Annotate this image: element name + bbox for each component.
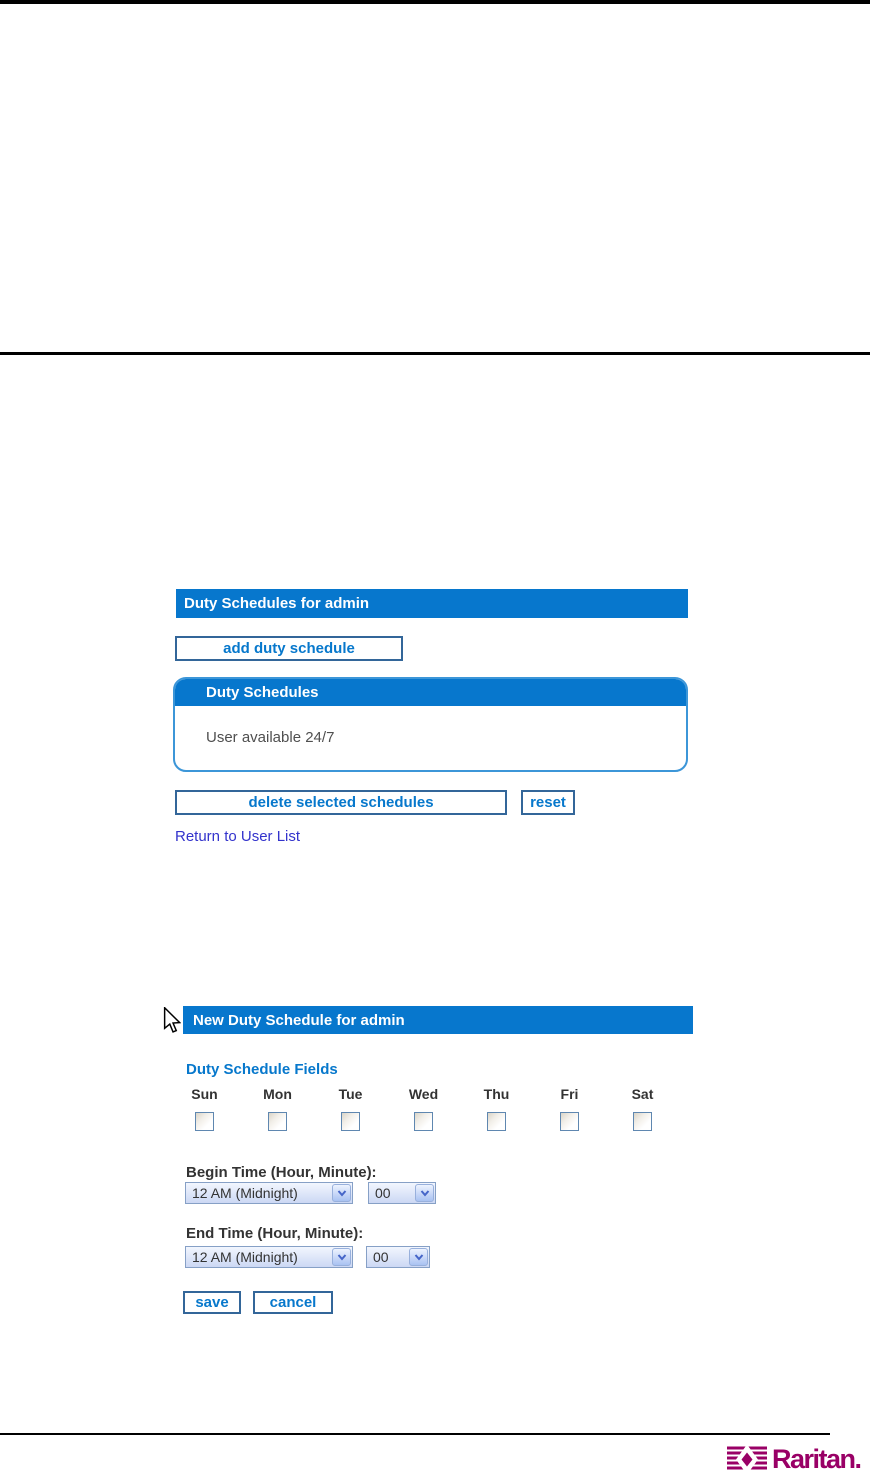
duty-schedules-panel	[173, 589, 693, 855]
day-labels-row	[168, 1086, 679, 1102]
chevron-down-icon	[415, 1184, 434, 1202]
day-label-thu: Thu	[483, 1086, 510, 1102]
day-checkbox-mon[interactable]	[268, 1112, 287, 1131]
day-label-fri: Fri	[560, 1086, 579, 1102]
raritan-logo-icon	[727, 1446, 767, 1473]
day-label-sun: Sun	[191, 1086, 218, 1102]
save-button[interactable]: save	[183, 1291, 241, 1314]
footer-rule	[0, 1433, 830, 1435]
end-minute-select[interactable]	[366, 1246, 430, 1268]
cancel-button[interactable]: cancel	[253, 1291, 333, 1314]
day-label-wed: Wed	[408, 1086, 439, 1102]
header-divider-rule	[0, 352, 870, 355]
end-time-label: End Time (Hour, Minute):	[186, 1225, 364, 1242]
reset-button[interactable]: reset	[521, 790, 575, 815]
begin-hour-select[interactable]	[185, 1182, 353, 1204]
day-label-mon: Mon	[263, 1086, 292, 1102]
day-label-tue: Tue	[338, 1086, 363, 1102]
day-checkbox-tue[interactable]	[341, 1112, 360, 1131]
duty-schedule-fields-heading: Duty Schedule Fields	[186, 1061, 338, 1078]
new-duty-schedule-panel-header	[183, 1006, 693, 1034]
day-checkbox-sat[interactable]	[633, 1112, 652, 1131]
duty-schedules-list-body	[175, 706, 686, 746]
begin-time-label: Begin Time (Hour, Minute):	[186, 1164, 377, 1181]
end-minute-selected-value: 00	[373, 1249, 389, 1265]
return-to-user-list-link[interactable]: Return to User List	[175, 828, 301, 845]
duty-schedules-panel-header	[176, 589, 688, 618]
day-checkbox-thu[interactable]	[487, 1112, 506, 1131]
end-hour-select[interactable]	[185, 1246, 353, 1268]
day-checkbox-wed[interactable]	[414, 1112, 433, 1131]
duty-schedules-list-header	[175, 679, 686, 706]
top-border-rule	[0, 0, 870, 4]
duty-schedules-list-title: Duty Schedules	[206, 684, 319, 701]
chevron-down-icon	[332, 1184, 351, 1202]
add-duty-schedule-button[interactable]: add duty schedule	[175, 636, 403, 661]
day-checkbox-sun[interactable]	[195, 1112, 214, 1131]
delete-selected-schedules-button[interactable]: delete selected schedules	[175, 790, 507, 815]
new-duty-schedule-panel-title: New Duty Schedule for admin	[193, 1011, 405, 1029]
begin-hour-selected-value: 12 AM (Midnight)	[192, 1185, 298, 1201]
chevron-down-icon	[409, 1248, 428, 1266]
mouse-cursor-icon	[163, 1007, 181, 1035]
raritan-logo-text: Raritan.	[772, 1444, 861, 1474]
raritan-logo	[727, 1444, 861, 1475]
day-checkbox-fri[interactable]	[560, 1112, 579, 1131]
begin-minute-selected-value: 00	[375, 1185, 391, 1201]
new-duty-schedule-panel	[163, 1000, 708, 1340]
day-label-sat: Sat	[631, 1086, 654, 1102]
begin-minute-select[interactable]	[368, 1182, 436, 1204]
end-hour-selected-value: 12 AM (Midnight)	[192, 1249, 298, 1265]
chevron-down-icon	[332, 1248, 351, 1266]
day-checkboxes-row	[168, 1112, 679, 1131]
duty-schedules-panel-title: Duty Schedules for admin	[184, 595, 370, 612]
schedule-list-item[interactable]: User available 24/7	[206, 729, 335, 746]
duty-schedules-list	[173, 677, 688, 772]
